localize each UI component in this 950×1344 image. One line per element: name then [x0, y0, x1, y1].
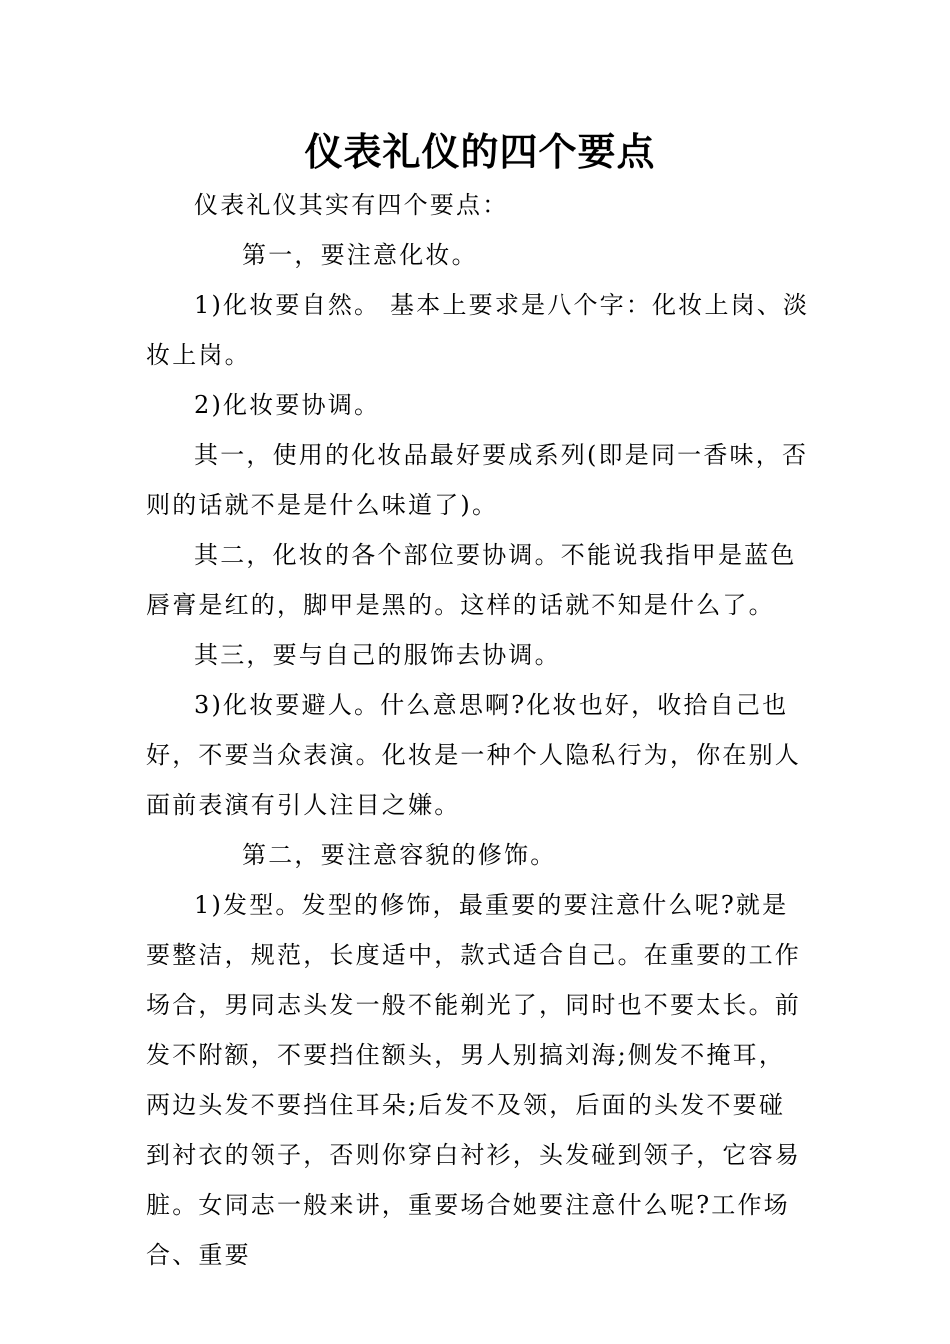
section-heading-appearance: 第二，要注意容貌的修饰。 [242, 841, 557, 869]
paragraph: 1)化妆要自然。 基本上要求是八个字：化妆上岗、淡妆上岗。 [146, 291, 810, 369]
paragraph: 其二，化妆的各个部位要协调。不能说我指甲是蓝色唇膏是红的，脚甲是黑的。这样的话就不知是什么了。 [146, 541, 797, 619]
paragraph: 1)发型。发型的修饰，最重要的要注意什么呢?就是要整洁，规范，长度适中，款式适合自己。在重要的工作场合，男同志头发一般不能剃光了，同时也不要太长。前发不附额，不要挡住额头，男人别搞刘海;侧发不掩耳，两边头发不要挡住耳朵;后发不及领，后面的头发不要碰到衬衣的领子，否则你穿白衬衫，头发碰到领子，它容易脏。女同志一般来讲，重要场合她要注意什么呢?工作场合、重要 [146, 891, 801, 1269]
paragraph: 3)化妆要避人。什么意思啊?化妆也好，收拾自己也好，不要当众表演。化妆是一种个人隐私行为，你在别人面前表演有引人注目之嫌。 [146, 691, 801, 819]
paragraph: 2)化妆要协调。 [194, 391, 381, 419]
document-body [146, 180, 810, 1280]
section-heading-makeup: 第一，要注意化妆。 [242, 241, 478, 269]
page-title: 仪表礼仪的四个要点 [304, 129, 656, 174]
paragraph: 其三，要与自己的服饰去协调。 [194, 641, 561, 669]
paragraph-intro: 仪表礼仪其实有四个要点： [194, 191, 509, 219]
paragraph: 其一，使用的化妆品最好要成系列(即是同一香味，否则的话就不是是什么味道了)。 [146, 441, 809, 519]
